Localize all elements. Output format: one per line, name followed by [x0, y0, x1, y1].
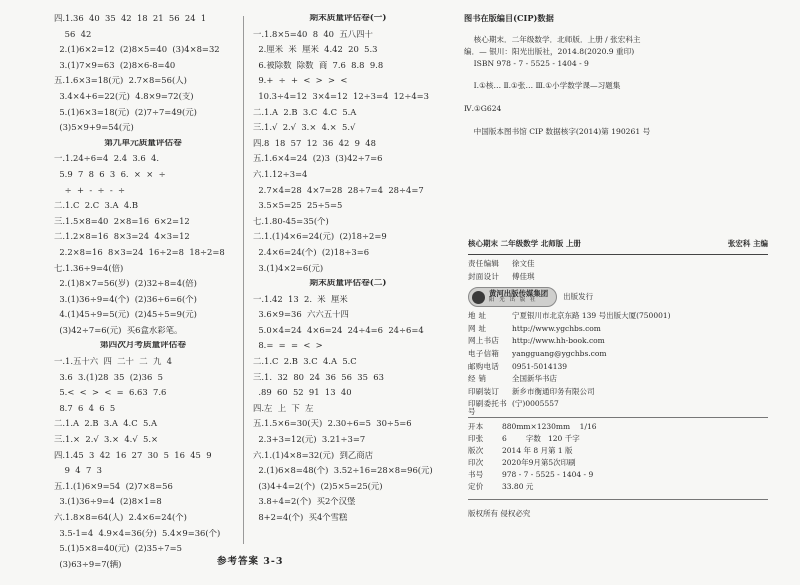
contact-row-value: 新乡市衡通印务有限公司 — [512, 386, 595, 396]
answer-line: 5.(1)6×3=18(元) (2)7÷7=49(元) — [54, 107, 197, 117]
spec-row-label: 开本 — [468, 421, 484, 431]
answer-column-middle — [253, 14, 443, 529]
cip-line: Ⅰ.①核… Ⅱ.①张… Ⅲ.①小学数学课—习题集 — [464, 81, 621, 91]
answer-line: 2.(1)6×2=12 (2)8×5=40 (3)4×8=32 — [54, 45, 220, 55]
contact-row-value: yangguang@ygchbs.com — [512, 348, 607, 358]
answer-line: (3)42÷7=6(元) 买6盒水彩笔。 — [54, 325, 183, 335]
answer-line: 9 4 7 3 — [54, 466, 102, 476]
book-title-row — [468, 240, 768, 252]
answer-line: 8.= = = < > — [253, 341, 323, 351]
section-heading: 第四次月考质量评估卷 — [100, 341, 186, 351]
staff-row-label: 责任编辑 — [468, 259, 500, 268]
spec-row-value: 880mm×1230mm 1/16 — [502, 421, 597, 431]
answer-line: 六.1.8×8=64(人) 2.4×6=24(个) — [54, 513, 187, 522]
contact-row-label: 邮购电话 — [468, 361, 500, 371]
answer-line: 2.厘米 米 厘米 4.42 20 5.3 — [253, 45, 378, 55]
publisher-emblem-icon — [472, 291, 485, 304]
answer-line: 三.1.× 2.√ 3.× 4.√ 5.× — [54, 435, 159, 445]
answer-line: 二.1.A 2.B 3.A 4.C 5.A — [54, 419, 157, 429]
section-heading: 期末质量评估卷(二) — [309, 279, 387, 289]
spec-row — [468, 483, 768, 495]
answer-line: (3)4+4=2(个) (2)5×5=25(元) — [253, 481, 383, 491]
answer-line: 2.3+3=12(元) 3.21÷3=7 — [253, 435, 366, 445]
spec-row-value: 33.80 元 — [502, 481, 534, 491]
cip-line: 编．— 银川：阳光出版社，2014.8(2020.9 重印) — [464, 46, 635, 56]
spec-list — [468, 423, 768, 495]
spec-row-label: 版次 — [468, 445, 484, 455]
cip-title: 图书在版编目(CIP)数据 — [464, 13, 554, 23]
publisher-issue: 出版发行 — [563, 292, 594, 302]
answer-line: 三.1.5×8=40 2×8=16 6×2=12 — [54, 216, 190, 226]
contact-row-label: 经 销 — [468, 374, 487, 384]
cip-line: 核心期末．二年级数学．北师版．上册 / 张宏科主 — [464, 35, 641, 44]
answer-line: 5.(1)5×8=40(元) (2)35÷7=5 — [54, 544, 182, 554]
publisher-subname: 阳 光 出 版 社 — [489, 297, 537, 304]
book-title: 核心期末 二年级数学 北师版 上册 — [468, 239, 581, 248]
answer-line: 四.8 18 57 12 36 42 9 48 — [253, 138, 376, 148]
answer-line: 2.7×4=28 4×7=28 28÷7=4 28÷4=7 — [253, 185, 424, 195]
answer-line: ÷ + - ÷ - ÷ — [54, 185, 125, 195]
divider — [468, 499, 768, 500]
answer-line: 10.3÷4=12 3×4=12 12÷3=4 12÷4=3 — [253, 91, 430, 101]
contact-row-value: 0951-5014139 — [512, 361, 568, 371]
answer-line: 2.(1)6×8=48(个) 3.52÷16=28×8=96(元) — [253, 466, 433, 476]
answer-line: 五.1.6×3=18(元) 2.7×8=56(人) — [54, 76, 187, 86]
answer-line: 三.1.√ 2.√ 3.× 4.× 5.√ — [253, 123, 356, 133]
answer-line: 七.1.36÷9=4(倍) — [54, 263, 124, 273]
answer-line: 二.1.2×8=16 8×3=24 4×3=12 — [54, 232, 190, 242]
answer-line: 2.2×8=16 8×3=24 16÷2=8 18÷2=8 — [54, 247, 225, 257]
section-heading: 期末质量评估卷(一) — [309, 14, 387, 23]
staff-row-label: 封面设计 — [468, 271, 500, 281]
cip-line: 中国版本图书馆 CIP 数据核字(2014)第 190261 号 — [464, 126, 651, 136]
contact-row-value: http://www.ygchbs.com — [512, 323, 601, 333]
cip-line — [464, 94, 764, 105]
contact-row — [468, 399, 768, 416]
spec-row-label: 印张 — [468, 433, 484, 443]
contact-row-label: 地 址 — [468, 311, 487, 321]
answer-line: (3)63÷9=7(辆) — [54, 559, 122, 569]
spec-row-value: 6 字数 120 千字 — [502, 433, 580, 443]
contact-row-label: 印刷装订 — [468, 386, 500, 396]
contact-row — [468, 350, 768, 363]
contact-row-label: 网 址 — [468, 323, 487, 333]
contact-row — [468, 312, 768, 325]
answer-line: 3.6×9=36 六六五十四 — [253, 310, 349, 320]
answer-line: 五.1.(1)6×9=54 (2)7×8=56 — [54, 481, 173, 491]
contact-row-value: http://www.hh-book.com — [512, 336, 605, 346]
answer-line: 8.7 6 4 6 5 — [54, 403, 116, 413]
spec-row-label: 印次 — [468, 457, 484, 467]
answer-line: 三.1. 32 80 24 36 56 35 63 — [253, 372, 384, 382]
cip-lines — [464, 36, 764, 140]
answer-line: 3.4×4+6=22(元) 4.8×9=72(支) — [54, 91, 194, 101]
contact-row — [468, 375, 768, 388]
staff-list — [468, 260, 768, 285]
answer-line: 9.+ ÷ + < > > < — [253, 76, 348, 86]
divider — [468, 417, 768, 418]
answer-line: 四.左 上 下 左 — [253, 403, 314, 413]
answer-line: 4.(1)45÷9=5(元) (2)45÷5=9(元) — [54, 310, 197, 320]
answer-line: 六.1.(1)4×8=32(元) 到乙商店 — [253, 450, 373, 460]
staff-row-value: 傅佳琪 — [512, 271, 535, 281]
publisher-logo — [468, 287, 557, 307]
publisher-name: 黄河出版传媒集团 — [489, 289, 549, 299]
answer-line: 一.1.8×5=40 8 40 五八四十 — [253, 29, 373, 39]
column-divider — [243, 16, 244, 544]
answer-line: 5.9 7 8 6 3 6. × × ÷ — [54, 169, 166, 179]
answer-line: 一.1.24÷6=4 2.4 3.6 4. — [54, 154, 159, 164]
book-info — [468, 240, 768, 517]
answer-line: 3.(1)36÷9=4 (2)8×1=8 — [54, 497, 162, 507]
answer-line: .89 60 52 91 13 40 — [253, 388, 352, 398]
publisher-row — [468, 286, 768, 308]
spec-row-value: 978 - 7 - 5525 - 1404 - 9 — [502, 469, 594, 479]
answer-line: 5.0×4=24 4×6=24 24÷4=6 24÷6=4 — [253, 325, 424, 335]
answer-line: 5.< < > < = 6.63 7.6 — [54, 388, 167, 398]
contact-row-label: 印刷委托书号 — [468, 399, 507, 416]
answer-line: 二.1.C 2.B 3.C 4.A 5.C — [253, 357, 357, 367]
answer-line: 6.被除数 除数 商 7.6 8.8 9.8 — [253, 60, 384, 70]
answer-line: 一.1.42 13 2. 米 厘米 — [253, 294, 348, 304]
staff-row — [468, 273, 768, 286]
answer-line: (3)5×9+9=54(元) — [54, 123, 134, 133]
answer-line: 2.4×6=24(个) (2)18÷3=6 — [253, 247, 370, 257]
contact-row-value: 全国新华书店 — [512, 374, 557, 384]
answer-line: 3.5×5=25 25÷5=5 — [253, 201, 343, 211]
spec-row-value: 2014 年 8 月第 1 版 — [502, 445, 573, 455]
answer-line: 56 42 — [54, 29, 92, 39]
contact-row-label: 网上书店 — [468, 336, 500, 346]
answer-line: 3.(1)36÷9=4(个) (2)36÷6=6(个) — [54, 294, 197, 304]
page-footer: 参考答案 3-3 — [217, 556, 284, 567]
answer-line: 五.1.5×6=30(天) 2.30÷6=5 30÷5=6 — [253, 419, 412, 429]
divider — [468, 254, 768, 255]
answer-line: 3.8÷4=2(个) 买2个汉堡 — [253, 497, 356, 507]
answer-line: 3.6 3.(1)28 35 (2)36 5 — [54, 372, 163, 382]
spec-row-label: 书号 — [468, 469, 484, 479]
book-editor: 张宏科 主编 — [727, 239, 768, 248]
answer-line: 一.1.五十六 四 二十 二 九 4 — [54, 357, 172, 367]
answer-line: 六.1.12÷3=4 — [253, 169, 308, 179]
staff-row — [468, 260, 768, 273]
section-heading: 第九单元质量评估卷 — [104, 138, 182, 148]
answer-line: 3.(1)7×9=63 (2)8×6-8=40 — [54, 60, 176, 70]
answer-line: 二.1.(1)4×6=24(元) (2)18÷2=9 — [253, 232, 387, 242]
cip-line: Ⅳ.①G624 — [464, 104, 502, 114]
contact-row-value: (宁)0005557 — [512, 399, 559, 409]
answer-line: 3.5-1=4 4.9×4=36(分) 5.4×9=36(个) — [54, 528, 221, 538]
answer-line: 七.1.80-45=35(个) — [253, 216, 329, 226]
spec-row-value: 2020年9月第5次印刷 — [502, 457, 576, 467]
answer-line: 五.1.6×4=24 (2)3 (3)42÷7=6 — [253, 154, 383, 164]
staff-row-value: 徐文佳 — [512, 259, 535, 268]
contact-row-value: 宁夏银川市北京东路 139 号出版大厦(750001) — [512, 311, 671, 321]
answer-line: 二.1.C 2.C 3.A 4.B — [54, 201, 138, 211]
answer-line: 四.1.45 3 42 16 27 30 5 16 45 9 — [54, 450, 212, 460]
answer-line: 二.1.A 2.B 3.C 4.C 5.A — [253, 107, 357, 117]
answer-line: 四.1.36 40 35 42 18 21 56 24 1 — [54, 14, 207, 23]
answer-line: 3.(1)4×2=6(元) — [253, 263, 324, 273]
contact-row-label: 电子信箱 — [468, 348, 500, 358]
answer-line: 8+2=4(个) 买4个雪糕 — [253, 513, 348, 522]
answer-column-left — [54, 14, 232, 575]
contact-list — [468, 311, 768, 416]
rights-notice: 版权所有 侵权必究 — [468, 508, 531, 518]
answer-line: 2.(1)8×7=56(岁) (2)32÷8=4(倍) — [54, 279, 197, 289]
cip-block — [464, 14, 764, 140]
spec-row-label: 定价 — [468, 481, 484, 491]
cip-line: ISBN 978 - 7 - 5525 - 1404 - 9 — [464, 58, 589, 68]
